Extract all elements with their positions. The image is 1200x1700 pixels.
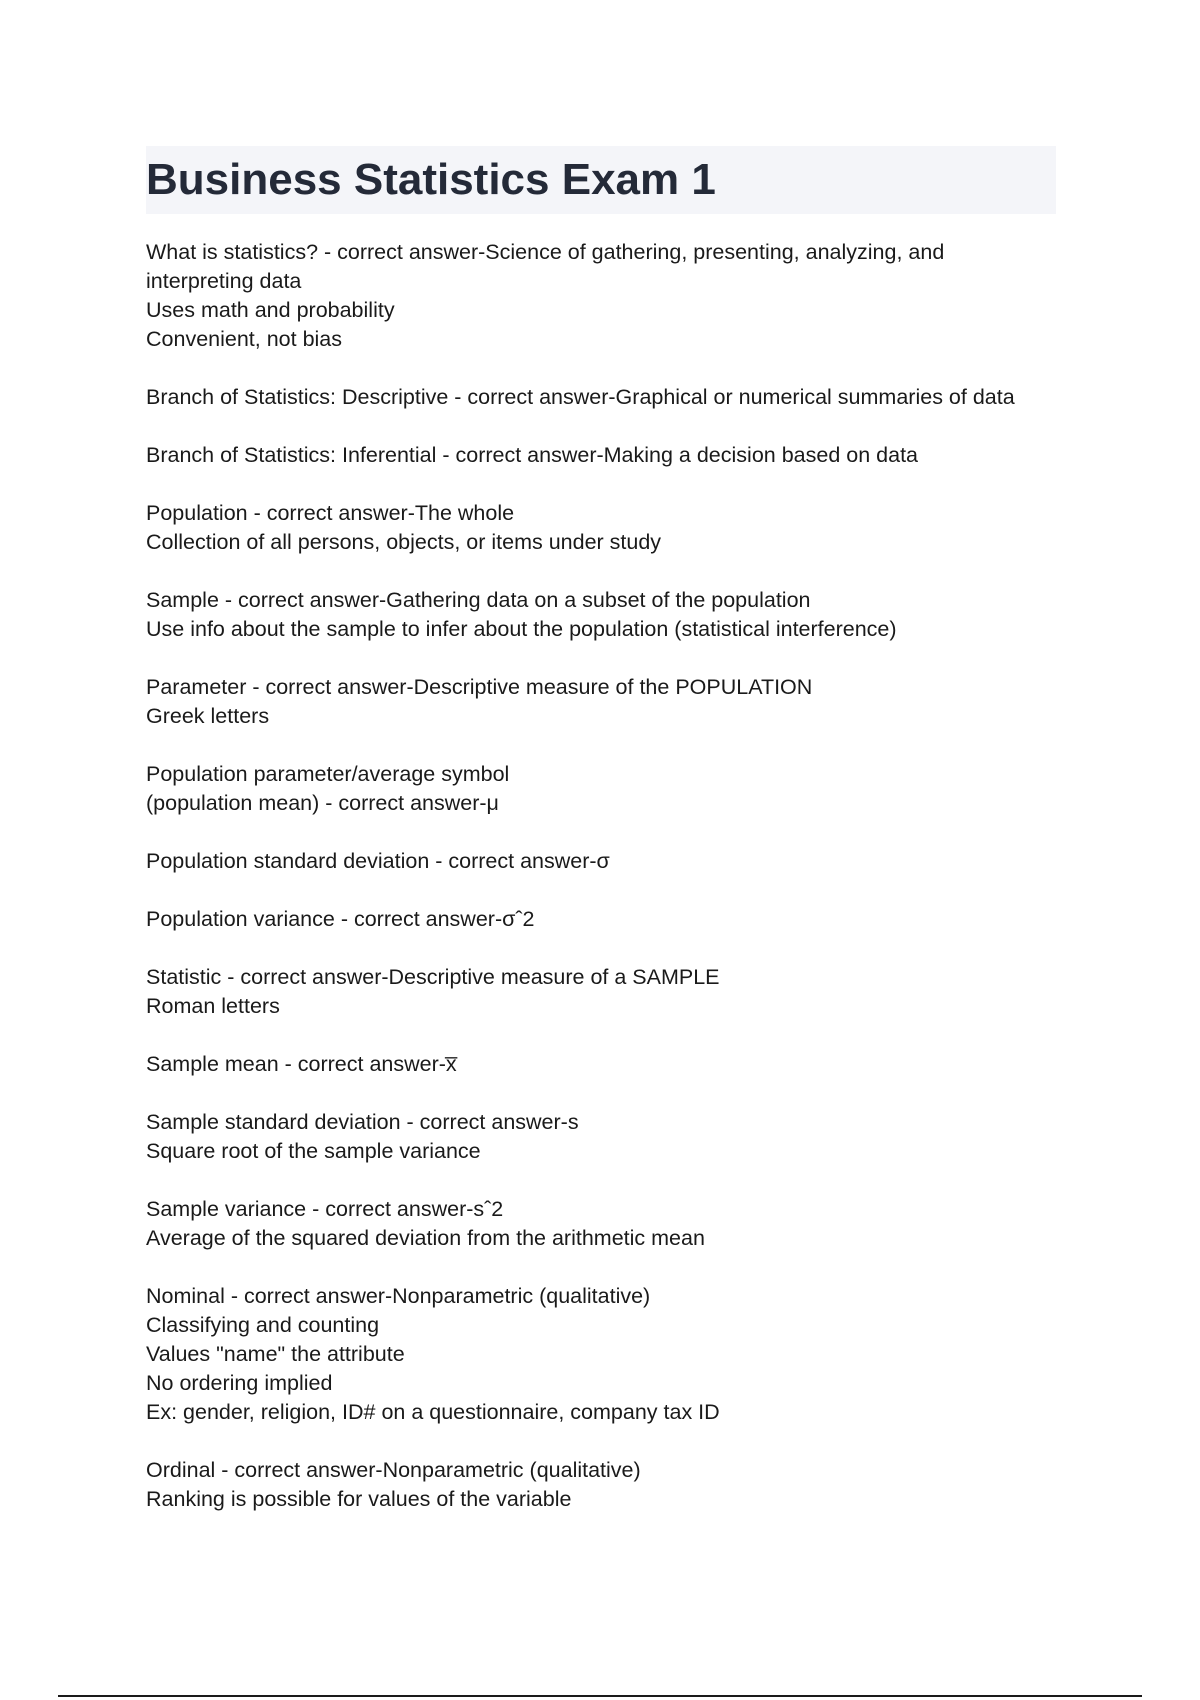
entry-line: Population - correct answer-The whole: [146, 501, 515, 525]
title-banner: [146, 146, 1056, 214]
entry-line: Nominal - correct answer-Nonparametric (qualitative): [146, 1284, 651, 1308]
entry-line: Values "name" the attribute: [146, 1342, 405, 1366]
qa-entry: [146, 1108, 1066, 1166]
entry-line: Roman letters: [146, 994, 280, 1018]
entry-line: Ordinal - correct answer-Nonparametric (qualitative): [146, 1458, 641, 1482]
qa-entry: [146, 1050, 1066, 1079]
page-title: Business Statistics Exam 1: [146, 155, 716, 204]
entry-line: (population mean) - correct answer-μ: [146, 791, 499, 815]
qa-entry: [146, 1456, 1066, 1514]
qa-entry: [146, 383, 1066, 412]
entry-line: Ex: gender, religion, ID# on a questionnaire, company tax ID: [146, 1400, 720, 1424]
qa-entry: [146, 1195, 1066, 1253]
qa-list: [146, 238, 1066, 1543]
entry-line: No ordering implied: [146, 1371, 333, 1395]
qa-entry: [146, 760, 1066, 818]
entry-line: Sample - correct answer-Gathering data on a subset of the population: [146, 588, 811, 612]
qa-entry: [146, 586, 1066, 644]
entry-line: Sample variance - correct answer-sˆ2: [146, 1197, 504, 1221]
entry-line: Average of the squared deviation from the arithmetic mean: [146, 1226, 705, 1250]
qa-entry: [146, 499, 1066, 557]
qa-entry: [146, 963, 1066, 1021]
entry-line: interpreting data: [146, 269, 302, 293]
qa-entry: [146, 673, 1066, 731]
entry-line: Uses math and probability: [146, 298, 395, 322]
entry-line: Greek letters: [146, 704, 270, 728]
entry-line: Sample standard deviation - correct answer-s: [146, 1110, 579, 1134]
entry-line: Collection of all persons, objects, or items under study: [146, 530, 662, 554]
qa-entry: [146, 1282, 1066, 1427]
entry-line: Population variance - correct answer-σˆ2: [146, 907, 535, 931]
entry-line: Use info about the sample to infer about the population (statistical interference): [146, 617, 897, 641]
entry-line: Classifying and counting: [146, 1313, 380, 1337]
qa-entry: [146, 905, 1066, 934]
qa-entry: [146, 238, 1066, 354]
entry-line: Statistic - correct answer-Descriptive measure of a SAMPLE: [146, 965, 720, 989]
entry-line: Population parameter/average symbol: [146, 762, 510, 786]
entry-line: What is statistics? - correct answer-Science of gathering, presenting, analyzing, and: [146, 240, 945, 264]
entry-line: Branch of Statistics: Descriptive - correct answer-Graphical or numerical summaries of data: [146, 385, 1015, 409]
entry-line: Sample mean - correct answer-x̅: [146, 1052, 457, 1076]
entry-line: Branch of Statistics: Inferential - correct answer-Making a decision based on data: [146, 443, 918, 467]
entry-line: Square root of the sample variance: [146, 1139, 481, 1163]
footer-divider: [58, 1695, 1142, 1697]
qa-entry: [146, 441, 1066, 470]
entry-line: Population standard deviation - correct answer-σ: [146, 849, 610, 873]
entry-line: Ranking is possible for values of the variable: [146, 1487, 572, 1511]
qa-entry: [146, 847, 1066, 876]
entry-line: Parameter - correct answer-Descriptive measure of the POPULATION: [146, 675, 813, 699]
entry-line: Convenient, not bias: [146, 327, 343, 351]
